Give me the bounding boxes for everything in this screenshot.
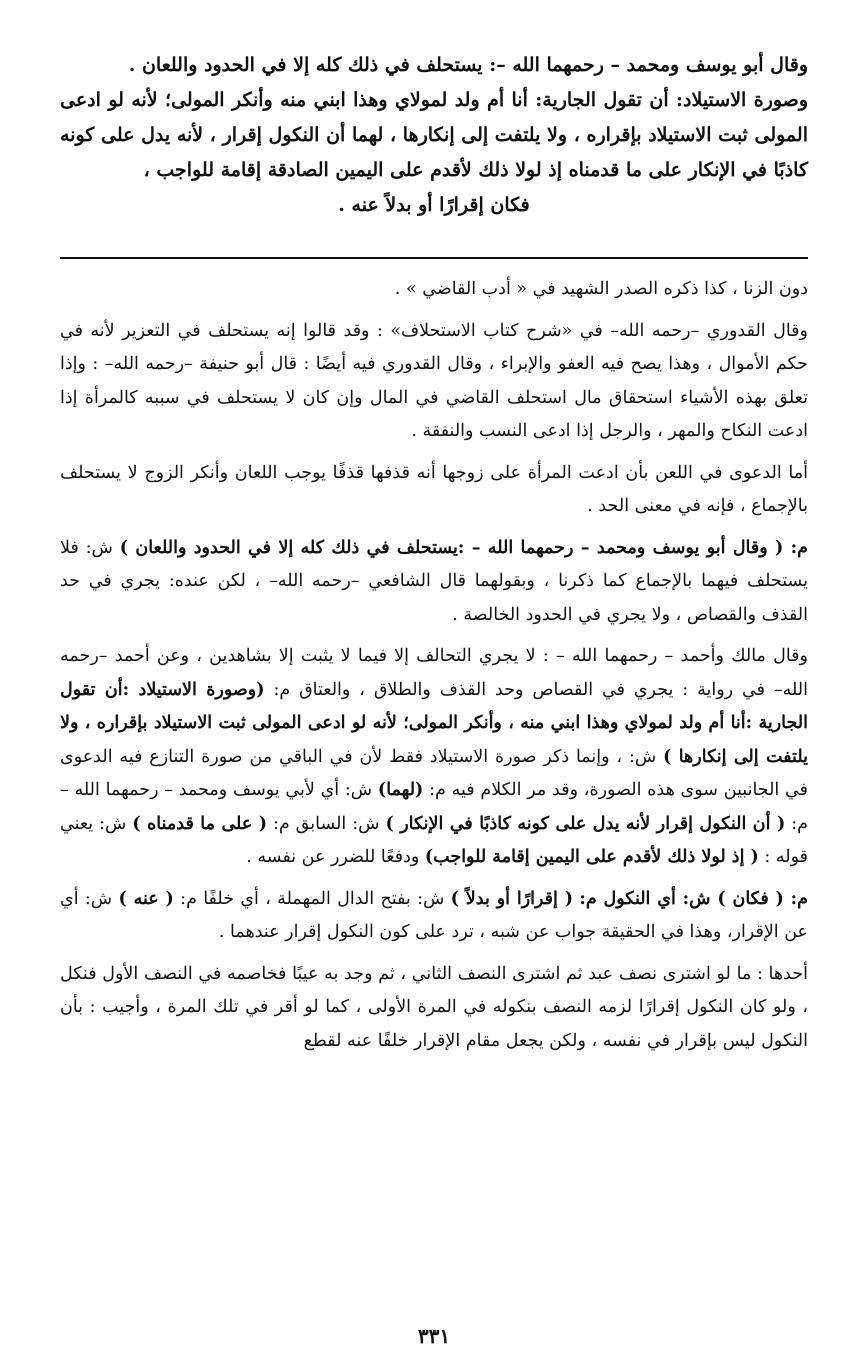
sharh-text-5c: ش: ، وإنما ذكر صورة الاستيلاد فقط لأن في الباقي من صورة التنازع فيه الدعوى في الجانبين سوى هذه الصورة، وقد مر الكلام فيه م: [60, 746, 808, 800]
quoted-matn-6b: ( إقرارًا أو بدلاً ) [450, 888, 574, 909]
main-text-line-3: فكان إقرارًا أو بدلاً عنه . [338, 194, 530, 216]
separator-rule [60, 257, 808, 259]
commentary-paragraph-5 [60, 640, 808, 875]
sharh-text-5i: ش: يعني قوله : [60, 813, 808, 867]
sharh-text-5k: ودفعًا للضرر عن نفسه . [246, 847, 420, 867]
commentary-paragraph-3: أما الدعوى في اللعن بأن ادعت المرأة على زوجها أنه قذفها قذفًا يوجب اللعان وأنكر الزوج لا يستحلف بالإجماع ، فإنه في معنى الحد . [60, 462, 808, 516]
commentary-block [60, 273, 808, 1058]
sharh-text-5e: ش: أي لأبي يوسف ومحمد – رحمهما الله – م: [60, 780, 808, 834]
quoted-matn-5h: ( على ما قدمناه ) [132, 813, 268, 834]
commentary-paragraph-2: وقال القدوري –رحمه الله– في «شرح كتاب الاستحلاف» : وقد قالوا إنه يستحلف في التعزير لأنه في حكم الأموال ، وهذا يصح فيه العفو والإبراء ، وقال القدوري فيه أيضًا : قال أبو حنيفة –رحمه الله– : وإذا تعلق بهذه الأشياء استحقاق مال استحلف القاضي في المال وإن كان لا يستحلف في سببه كالمرأة إذا ادعت النكاح والمهر ، والرجل إذا ادعى النسب والنفقة . [60, 320, 808, 441]
commentary-paragraph-6 [60, 883, 808, 950]
commentary-paragraph-4 [60, 532, 808, 633]
commentary-paragraph-7: أحدها : ما لو اشترى نصف عبد ثم اشترى النصف الثاني ، ثم وجد به عيبًا فخاصمه في النصف الأول فنكل ، ولو كان النكول إقرارًا لزمه النصف بنكوله في المرة الأولى ، كما لو أقر في تلك المرة ، وأجيب : بأن النكول ليس بإقرار في نفسه ، ولكن يجعل مقام الإقرار خلفًا عنه لقطع [60, 963, 808, 1051]
page-number: ٣٣١ [417, 1324, 451, 1348]
sharh-text-4: ش: فلا يستحلف فيهما بالإجماع كما ذكرنا ، وبقولهما قال الشافعي –رحمه الله– ، لكن عنده: يجري في حد القذف والقصاص ، ولا يجري في الحدود الخالصة . [60, 537, 808, 625]
quoted-matn-5d: (لهما) [377, 780, 424, 800]
main-text-paragraph-2: وصورة الاستيلاد: أن تقول الجارية: أنا أم ولد لمولاي وهذا ابني منه وأنكر المولى؛ لأنه لو ادعى المولى ثبت الاستيلاد بإقراره ، ولا يلتفت إلى إنكارها ، لهما أن النكول إقرار ، لأنه يدل على كونه كاذبًا في الإنكار على ما قدمناه إذ لولا ذلك لأقدم على اليمين الصادقة إقامة للواجب ، [60, 89, 808, 181]
quoted-matn-5b: (وصورة الاستيلاد :أن تقول الجارية :أنا أم ولد لمولاي وهذا ابني منه ، وأنكر المولى؛ لأنه لو ادعى المولى ثبت الاستيلاد بإقراره ، ولا يلتفت إلى إنكارها ) [60, 679, 808, 767]
main-text-line-1: وقال أبو يوسف ومحمد – رحمهما الله –: يستحلف في ذلك كله إلا في الحدود واللعان . [128, 54, 808, 76]
sharh-text-6e: ش: أي عن الإقرار، وهذا في الحقيقة جواب عن شبه ، ترد على كون النكول إقرار عندهما . [60, 888, 808, 942]
commentary-paragraph-1: دون الزنا ، كذا ذكره الصدر الشهيد في « أدب القاضي » . [394, 279, 808, 299]
quoted-matn-6d: ( عنه ) [118, 888, 174, 909]
sharh-text-6c: ش: بفتح الدال المهملة ، أي خلفًا م: [180, 888, 445, 909]
quoted-matn-6a: م: ( فكان ) ش: أي النكول م: [579, 888, 808, 909]
quoted-matn-5f: ( أن النكول إقرار لأنه يدل على كونه كاذبًا في الإنكار ) [385, 813, 786, 834]
sharh-text-5g: ش: السابق م: [273, 813, 380, 834]
main-text-block [60, 48, 808, 223]
sharh-text-5a: وقال مالك وأحمد – رحمهما الله – : لا يجري التحالف إلا فيما لا يثبت إلا بشاهدين ، وعن أحمد –رحمه الله– في رواية : يجري في القصاص وحد القذف والطلاق ، والعتاق م: [60, 646, 808, 700]
quoted-matn-4: م: ( وقال أبو يوسف ومحمد – رحمهما الله – :يستحلف في ذلك كله إلا في الحدود واللعان ) [119, 537, 808, 558]
quoted-matn-5j: ( إذ لولا ذلك لأقدم على اليمين إقامة للواجب) [424, 847, 759, 867]
